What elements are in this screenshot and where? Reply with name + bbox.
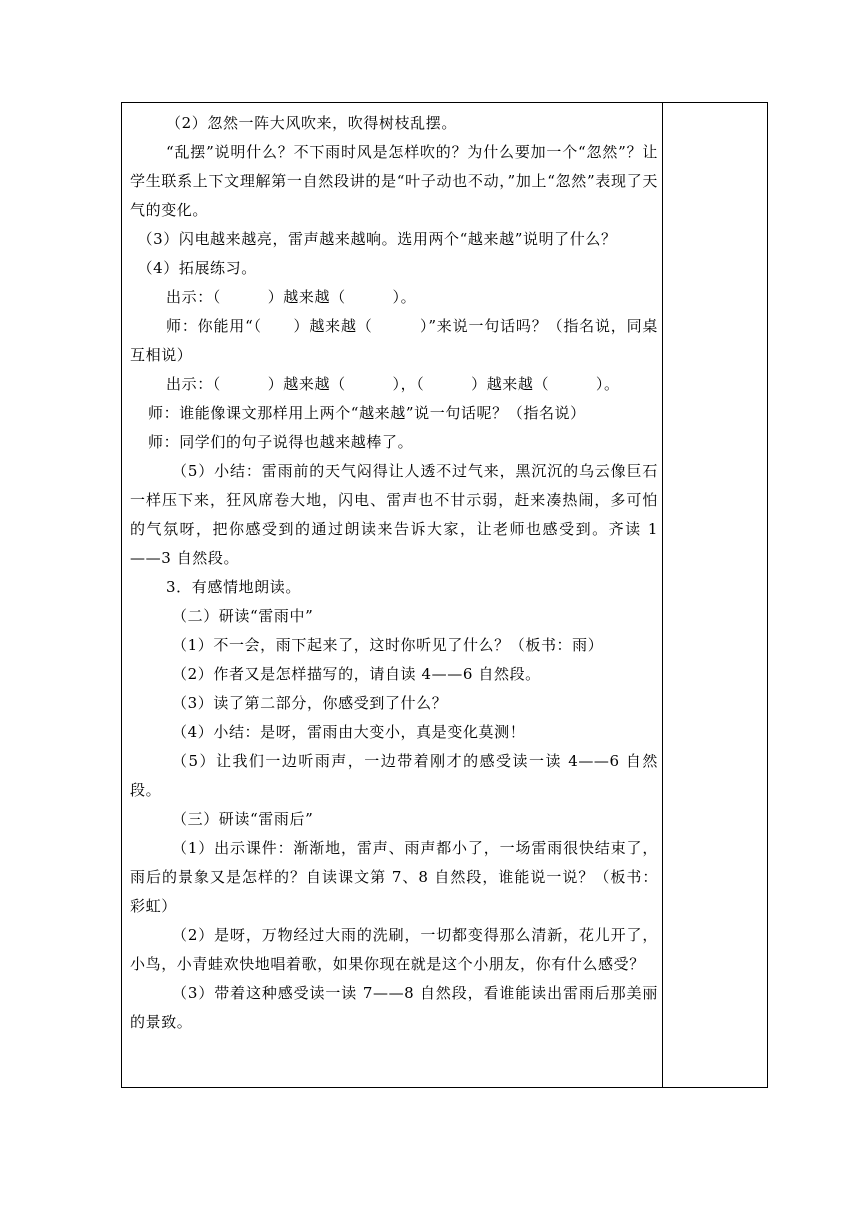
paragraph: （3）读了第二部分，你感受到了什么？ (172, 694, 448, 712)
paragraph: （2）作者又是怎样描写的，请自读 4——6 自然段。 (172, 665, 541, 683)
paragraph: （1）不一会，雨下起来了，这时你听见了什么？（板书：雨） (172, 636, 604, 654)
paragraph: （三）研读“雷雨后” (172, 810, 314, 828)
lesson-content-cell (130, 109, 658, 1037)
paragraph: “乱摆”说明什么？不下雨时风是怎样吹的？为什么要加一个“忽然”？让学生联系上下文理解第一自然段讲的是“叶子动也不动，”加上“忽然”表现了天气的变化。 (130, 143, 658, 219)
paragraph: （二）研读“雷雨中” (172, 607, 314, 625)
lesson-table (121, 102, 768, 1088)
paragraph: 师：同学们的句子说得也越来越棒了。 (148, 433, 414, 451)
paragraph: （4）拓展练习。 (137, 259, 257, 277)
notes-cell (663, 103, 767, 1087)
paragraph: 出示：（ ）越来越（ ）。 (166, 288, 417, 306)
paragraph: （3）带着这种感受读一读 7——8 自然段，看谁能读出雷雨后那美丽的景致。 (130, 984, 658, 1031)
paragraph: （3）闪电越来越亮，雷声越来越响。选用两个“越来越”说明了什么？ (137, 230, 617, 248)
paragraph: （2）是呀，万物经过大雨的洗刷，一切都变得那么清新，花儿开了，小鸟，小青蛙欢快地唱着歌，如果你现在就是这个小朋友，你有什么感受？ (130, 926, 658, 973)
paragraph: 出示：（ ）越来越（ ），（ ）越来越（ ）。 (166, 375, 620, 393)
paragraph: 师：谁能像课文那样用上两个“越来越”说一句话呢？（指名说） (148, 404, 586, 422)
paragraph: （2）忽然一阵大风吹来，吹得树枝乱摆。 (166, 114, 457, 132)
paragraph: （1）出示课件：渐渐地，雷声、雨声都小了，一场雷雨很快结束了，雨后的景象又是怎样的？自读课文第 7、8 自然段，谁能说一说？（板书：彩虹） (130, 839, 658, 915)
paragraph: （5）让我们一边听雨声，一边带着刚才的感受读一读 4——6 自然段。 (130, 752, 658, 799)
paragraph: （5）小结：雷雨前的天气闷得让人透不过气来，黑沉沉的乌云像巨石一样压下来，狂风席卷大地，闪电、雷声也不甘示弱，赶来凑热闹，多可怕的气氛呀，把你感受到的通过朗读来告诉大家，让老师也感受到。齐读 1——3 自然段。 (130, 462, 658, 567)
paragraph: （4）小结：是呀，雷雨由大变小，真是变化莫测！ (172, 723, 526, 741)
paragraph: 师：你能用“（ ）越来越（ ）”来说一句话吗？（指名说，同桌互相说） (130, 317, 658, 364)
paragraph: 3．有感情地朗读。 (166, 578, 301, 596)
